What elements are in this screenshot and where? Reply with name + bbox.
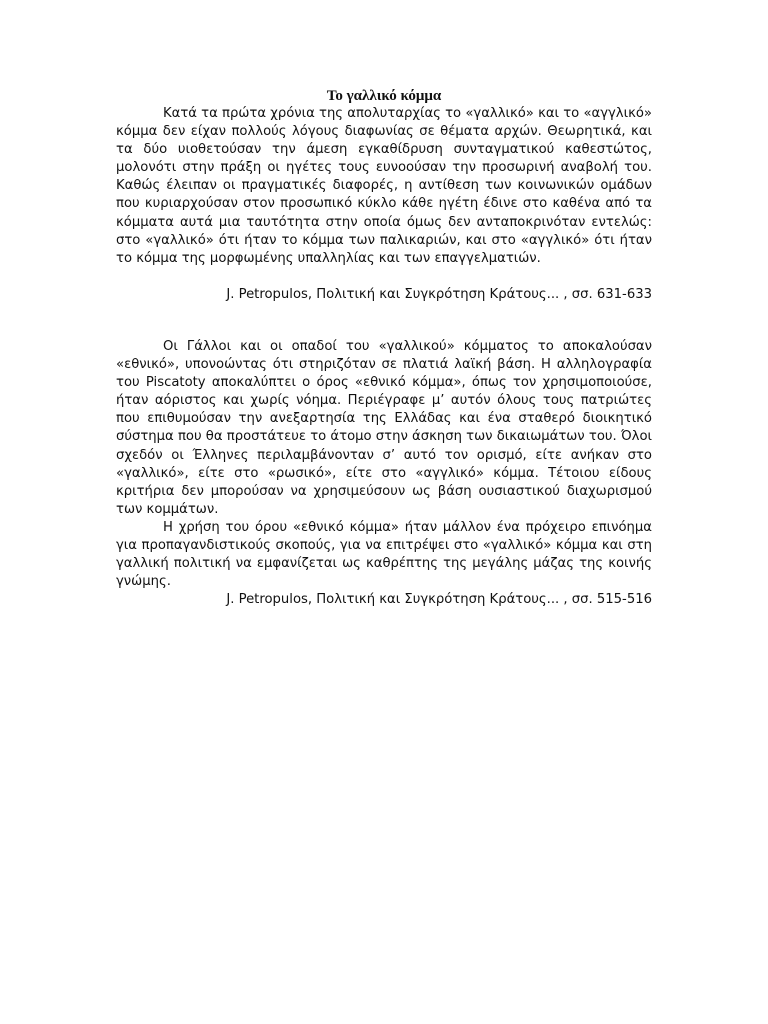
citation-631-633: J. Petropulos, Πολιτική και Συγκρότηση Κράτους... , σσ. 631-633: [226, 286, 652, 302]
document-title: Το γαλλικό κόμμα: [326, 88, 442, 104]
second-excerpt: [116, 338, 652, 609]
document-page: [116, 87, 652, 609]
paragraph-propaganda-term: Η χρήση του όρου «εθνικό κόμμα» ήταν μάλλον ένα πρόχειρο επινόημα για προπαγανδιστικούς σκοπούς, για να επιτρέψει στο «γαλλικό» κόμμα και στη γαλλική πολιτική να εμφανίζεται ως καθρέπτης της μεγάλης μάζας της κοινής γνώμης.: [116, 519, 652, 590]
paragraph-national-party: Οι Γάλλοι και οι οπαδοί του «γαλλικού» κόμματος το αποκαλούσαν «εθνικό», υπονοώντας ότι στηριζόταν σε πλατιά λαϊκή βάση. Η αλληλογραφία του Piscatoty αποκαλύπτει ο όρος «εθνικό κόμμα», όπως τον χρησιμοποιούσε, ήταν αόριστος και χωρίς νόημα. Περιέγραφε μ’ αυτόν όλους τους πατριώτες που επιθυμούσαν την ανεξαρτησία της Ελλάδας και ένα σταθερό διοικητικό σύστημα που θα προστάτευε το άτομο στην άσκηση των δικαιωμάτων του. Όλοι σχεδόν οι Έλληνες περιλαμβάνονταν σ’ αυτό τον ορισμό, είτε ανήκαν στο «γαλλικό», είτε στο «ρωσικό», είτε στο «αγγλικό» κόμμα. Τέτοιου είδους κριτήρια δεν μπορούσαν να χρησιμεύσουν ως βάση ουσιαστικού διαχωρισμού των κομμάτων.: [116, 338, 652, 517]
citation-515-516: J. Petropulos, Πολιτική και Συγκρότηση Κράτους... , σσ. 515-516: [226, 592, 652, 608]
paragraph-french-party-early-years: Κατά τα πρώτα χρόνια της απολυταρχίας το «γαλλικό» και το «αγγλικό» κόμμα δεν είχαν πολλούς λόγους διαφωνίας σε θέματα αρχών. Θεωρητικά, και τα δύο υιοθετούσαν την άμεση εγκαθίδρυση συνταγματικού καθεστώτος, μολονότι στην πράξη οι ηγέτες τους ευνοούσαν την προσωρινή αναβολή του. Καθώς έλειπαν οι πραγματικές διαφορές, η αντίθεση των κοινωνικών ομάδων που κυριαρχούσαν στον προσωπικό κύκλο κάθε ηγέτη έδινε στο καθένα από τα κόμματα αυτά μια ταυτότητα στην οποία όμως δεν ανταποκρινόταν εντελώς: στο «γαλλικό» ότι ήταν το κόμμα των παλικαριών, και στο «αγγλικό» ότι ήταν το κόμμα της μορφωμένης υπαλληλίας και των επαγγελματιών.: [116, 106, 652, 266]
